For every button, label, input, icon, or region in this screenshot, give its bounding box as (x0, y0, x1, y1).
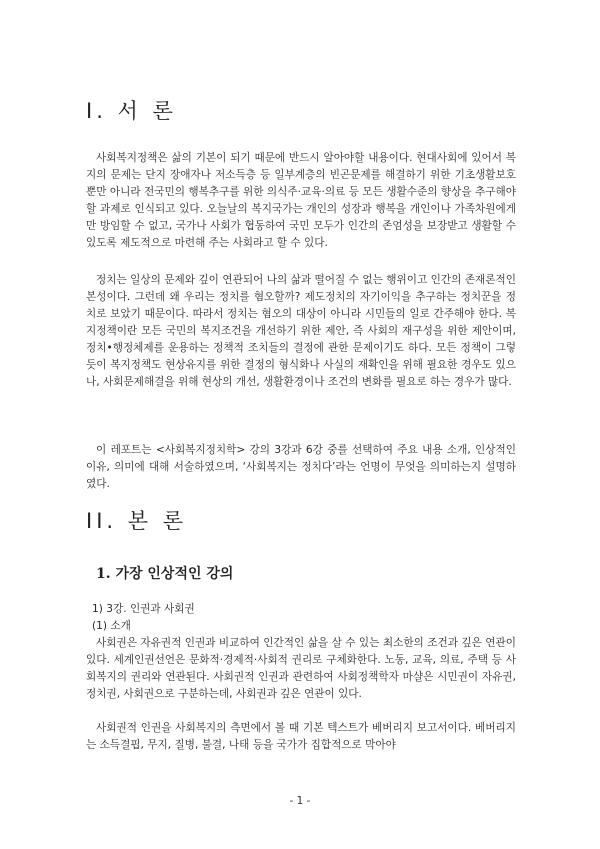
subsection-title: (1) 소개 (92, 620, 131, 632)
body-paragraph-1: 사회권은 자유권적 인권과 비교하여 인간적인 삶을 살 수 있는 최소한의 조건과 깊은 연관이 있다. 세계인권선언은 문화적·경제적·사회적 권리로 구체화한다. 노동, 교육, 의료, 주택 등 사회복지의 권리와 연관된다. 사회권적 인권과 관련하여 사회정책학자 마샬은 시민권이 자유권, 정치권, 사회권으로 구분하는데, 사회권과 깊은 연관이 있다. (86, 637, 516, 700)
intro-heading: I. 서 론 (86, 99, 177, 123)
intro-paragraph-1: 사회복지정책은 삶의 기본이 되기 때문에 반드시 알아야할 내용이다. 현대사회에 있어서 복지의 문제는 단지 장애자나 저소득층 등 일부계층의 빈곤문제를 해결하기 위한 기초생활보호뿐만 아니라 전국민의 행복추구를 위한 의식주·교육·의료 등 모든 생활수준의 향상을 추구해야 할 과제로 인식되고 있다. 오늘날의 복지국가는 개인의 성장과 행복을 개인이나 가족차원에게만 방임할 수 없고, 국가나 사회가 협동하여 국민 모두가 인간의 존엄성을 보장받고 생활할 수 있도록 제도적으로 마련해 주는 사회라고 할 수 있다. (86, 152, 516, 249)
section-title: 1. 가장 인상적인 강의 (96, 566, 234, 582)
page-number: - 1 - (289, 795, 311, 807)
intro-paragraph-3: 이 레포트는 <사회복지정치학> 강의 3강과 6강 중를 선택하여 주요 내용 소개, 인상적인 이유, 의미에 대해 서술하였으며, ‘사회복지는 정치다’라는 언명이 무엇을 의미하는지 설명하였다. (86, 444, 516, 490)
intro-paragraph-2: 정치는 일상의 문제와 깊이 연관되어 나의 삶과 떨어질 수 없는 행위이고 인간의 존재론적인 본성이다. 그런데 왜 우리는 정치를 혐오할까? 제도정치의 자기이익을 추구하는 정치꾼을 정치로 보았기 때문이다. 따라서 정치는 혐오의 대상이 아니라 시민들의 일로 간주해야 한다. 복지정책이란 모든 국민의 복지조건을 개선하기 위한 제안, 즉 사회의 재구성을 위한 제안이며, 정치•행정체제를 운용하는 정책적 조치들의 결정에 관한 문제이기도 하다. 모든 정책이 그렇듯이 복지정책도 현상유지를 위한 결정의 형식화나 사실의 재확인을 위해 필요한 경우도 있으나, 사회문제해결을 위해 현상의 개선, 생활환경이나 조건의 변화를 필요로 하는 경우가 많다. (86, 274, 516, 388)
body-heading: II. 본 론 (86, 509, 187, 533)
lecture-title: 1) 3강. 인권과 사회권 (92, 603, 195, 615)
body-paragraph-2: 사회권적 인권을 사회복지의 측면에서 볼 때 기본 텍스트가 베버리지 보고서이다. 베버리지는 소득결핍, 무지, 질병, 불결, 나태 등을 국가가 집합적으로 막아야 (86, 722, 516, 751)
